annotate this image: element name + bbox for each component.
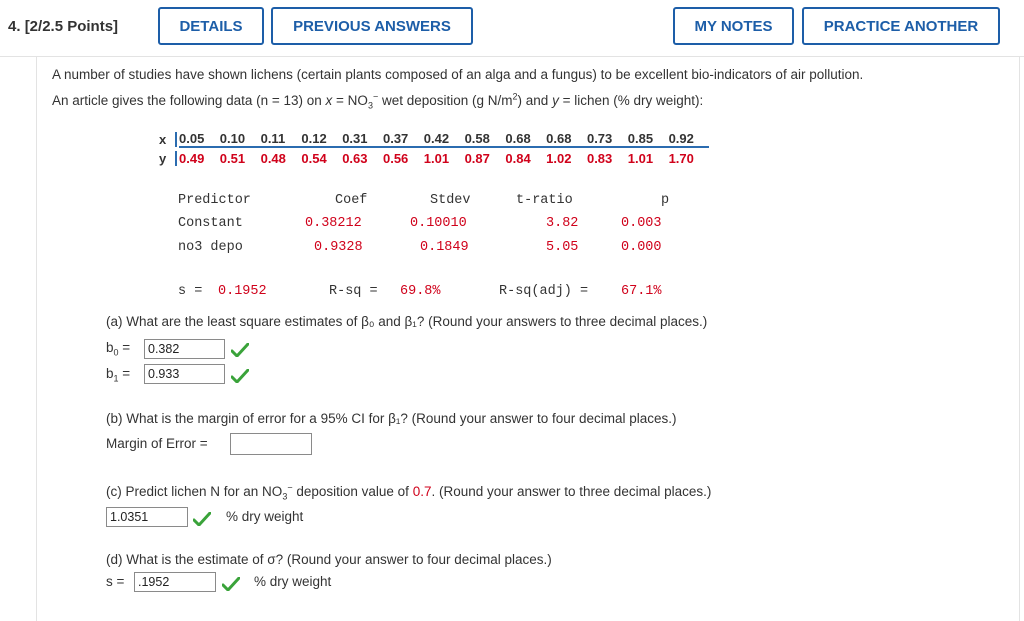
y-value-cell: 0.56 xyxy=(382,151,409,166)
sigma-estimate-label: s = xyxy=(106,574,125,589)
y-values xyxy=(179,151,709,166)
reg-header-stdev: Stdev xyxy=(430,193,471,208)
x-value-cell: 0.92 xyxy=(668,131,694,146)
b0-input[interactable] xyxy=(144,339,225,359)
reg-rsq-label: R-sq = xyxy=(329,284,378,299)
previous-answers-button[interactable]: PREVIOUS ANSWERS xyxy=(271,7,473,45)
question-points: [2/2.5 Points] xyxy=(24,18,119,35)
y-value-cell: 0.51 xyxy=(219,151,246,166)
reg-header-p: p xyxy=(661,193,670,208)
data-row-x xyxy=(159,130,709,149)
y-value-cell: 0.87 xyxy=(464,151,490,166)
margin-of-error-label: Margin of Error = xyxy=(106,436,208,451)
reg-header-t-ratio: t-ratio xyxy=(516,193,573,208)
reg-constant-coef: 0.38212 xyxy=(305,216,362,231)
x-value-cell: 0.58 xyxy=(464,131,490,146)
reg-header-coef: Coef xyxy=(335,193,368,208)
x-row-label: x xyxy=(159,132,177,147)
y-value-cell: 0.83 xyxy=(586,151,613,166)
y-value-cell: 1.70 xyxy=(668,151,694,166)
part-c-correct-check-icon xyxy=(193,512,211,526)
b0-correct-check-icon xyxy=(231,343,249,357)
x-value-cell: 0.68 xyxy=(546,131,572,146)
x-value-cell: 0.73 xyxy=(586,131,613,146)
part-b-question: (b) What is the margin of error for a 95% CI for β₁? (Round your answer to four decimal places.) xyxy=(106,411,677,426)
y-row-label: y xyxy=(159,151,177,166)
x-value-cell: 0.68 xyxy=(505,131,531,146)
y-value-cell: 1.02 xyxy=(546,151,572,166)
x-value-cell: 0.31 xyxy=(342,131,368,146)
x-value-cell: 0.11 xyxy=(260,131,286,146)
reg-no3-t-ratio: 5.05 xyxy=(546,240,579,255)
y-value-cell: 0.49 xyxy=(179,151,205,166)
predicted-lichen-input[interactable] xyxy=(106,507,188,527)
part-a-question: (a) What are the least square estimates of β₀ and β₁? (Round your answers to three decimal places.) xyxy=(106,314,708,329)
my-notes-button[interactable]: MY NOTES xyxy=(673,7,794,45)
x-value-cell: 0.85 xyxy=(627,131,654,146)
y-value-cell: 0.54 xyxy=(301,151,327,166)
reg-header-predictor: Predictor xyxy=(178,193,251,208)
intro-line-1: A number of studies have shown lichens (certain plants composed of an alga and a fungus) to be excellent bio-indicators of air pollution. xyxy=(52,67,864,82)
reg-constant-stdev: 0.10010 xyxy=(410,216,467,231)
reg-constant-name: Constant xyxy=(178,216,243,231)
practice-another-button[interactable]: PRACTICE ANOTHER xyxy=(802,7,1000,45)
x-value-cell: 0.10 xyxy=(219,131,246,146)
b1-correct-check-icon xyxy=(231,369,249,383)
sigma-estimate-input[interactable] xyxy=(134,572,216,592)
question-title xyxy=(8,18,118,35)
details-button[interactable]: DETAILS xyxy=(158,7,264,45)
x-value-cell: 0.42 xyxy=(423,131,450,146)
y-value-cell: 0.84 xyxy=(505,151,531,166)
x-values xyxy=(179,131,709,148)
b1-label: $b_1$ = xyxy=(106,366,131,384)
reg-s-label: s = xyxy=(178,284,203,299)
data-table xyxy=(159,130,709,168)
part-c-question: (c) Predict lichen N for an $NO_3^-$ deposition value of 0.7. (Round your answer to three decimal places.) xyxy=(106,482,712,502)
x-value-cell: 0.37 xyxy=(382,131,409,146)
part-d-question: (d) What is the estimate of σ? (Round your answer to four decimal places.) xyxy=(106,552,552,567)
question-number: 4. xyxy=(8,18,21,35)
b0-label: $b_0$ = xyxy=(106,340,131,358)
margin-of-error-input[interactable] xyxy=(230,433,312,455)
reg-no3-coef: 0.9328 xyxy=(314,240,363,255)
reg-no3-name: no3 depo xyxy=(178,240,243,255)
y-value-cell: 0.48 xyxy=(260,151,286,166)
reg-no3-p: 0.000 xyxy=(621,240,662,255)
x-value-cell: 0.05 xyxy=(179,131,205,146)
y-value-cell: 1.01 xyxy=(627,151,654,166)
part-d-correct-check-icon xyxy=(222,577,240,591)
part-c-unit: % dry weight xyxy=(226,509,304,524)
part-d-unit: % dry weight xyxy=(254,574,332,589)
reg-rsq-value: 69.8% xyxy=(400,284,441,299)
intro-line-2: An article gives the following data (n = 13) on $x = NO_3^-$ wet deposition (g $N/m^2$) and y = lichen (% dry weight): xyxy=(52,91,704,111)
y-value-cell: 1.01 xyxy=(423,151,450,166)
question-header xyxy=(0,0,1024,57)
reg-rsqadj-value: 67.1% xyxy=(621,284,662,299)
data-row-y xyxy=(159,149,709,168)
reg-rsqadj-label: R-sq(adj) = xyxy=(499,284,589,299)
y-value-cell: 0.63 xyxy=(342,151,368,166)
reg-s-value: 0.1952 xyxy=(218,284,267,299)
reg-no3-stdev: 0.1849 xyxy=(420,240,469,255)
x-value-cell: 0.12 xyxy=(301,131,327,146)
reg-constant-t-ratio: 3.82 xyxy=(546,216,579,231)
reg-constant-p: 0.003 xyxy=(621,216,662,231)
b1-input[interactable] xyxy=(144,364,225,384)
